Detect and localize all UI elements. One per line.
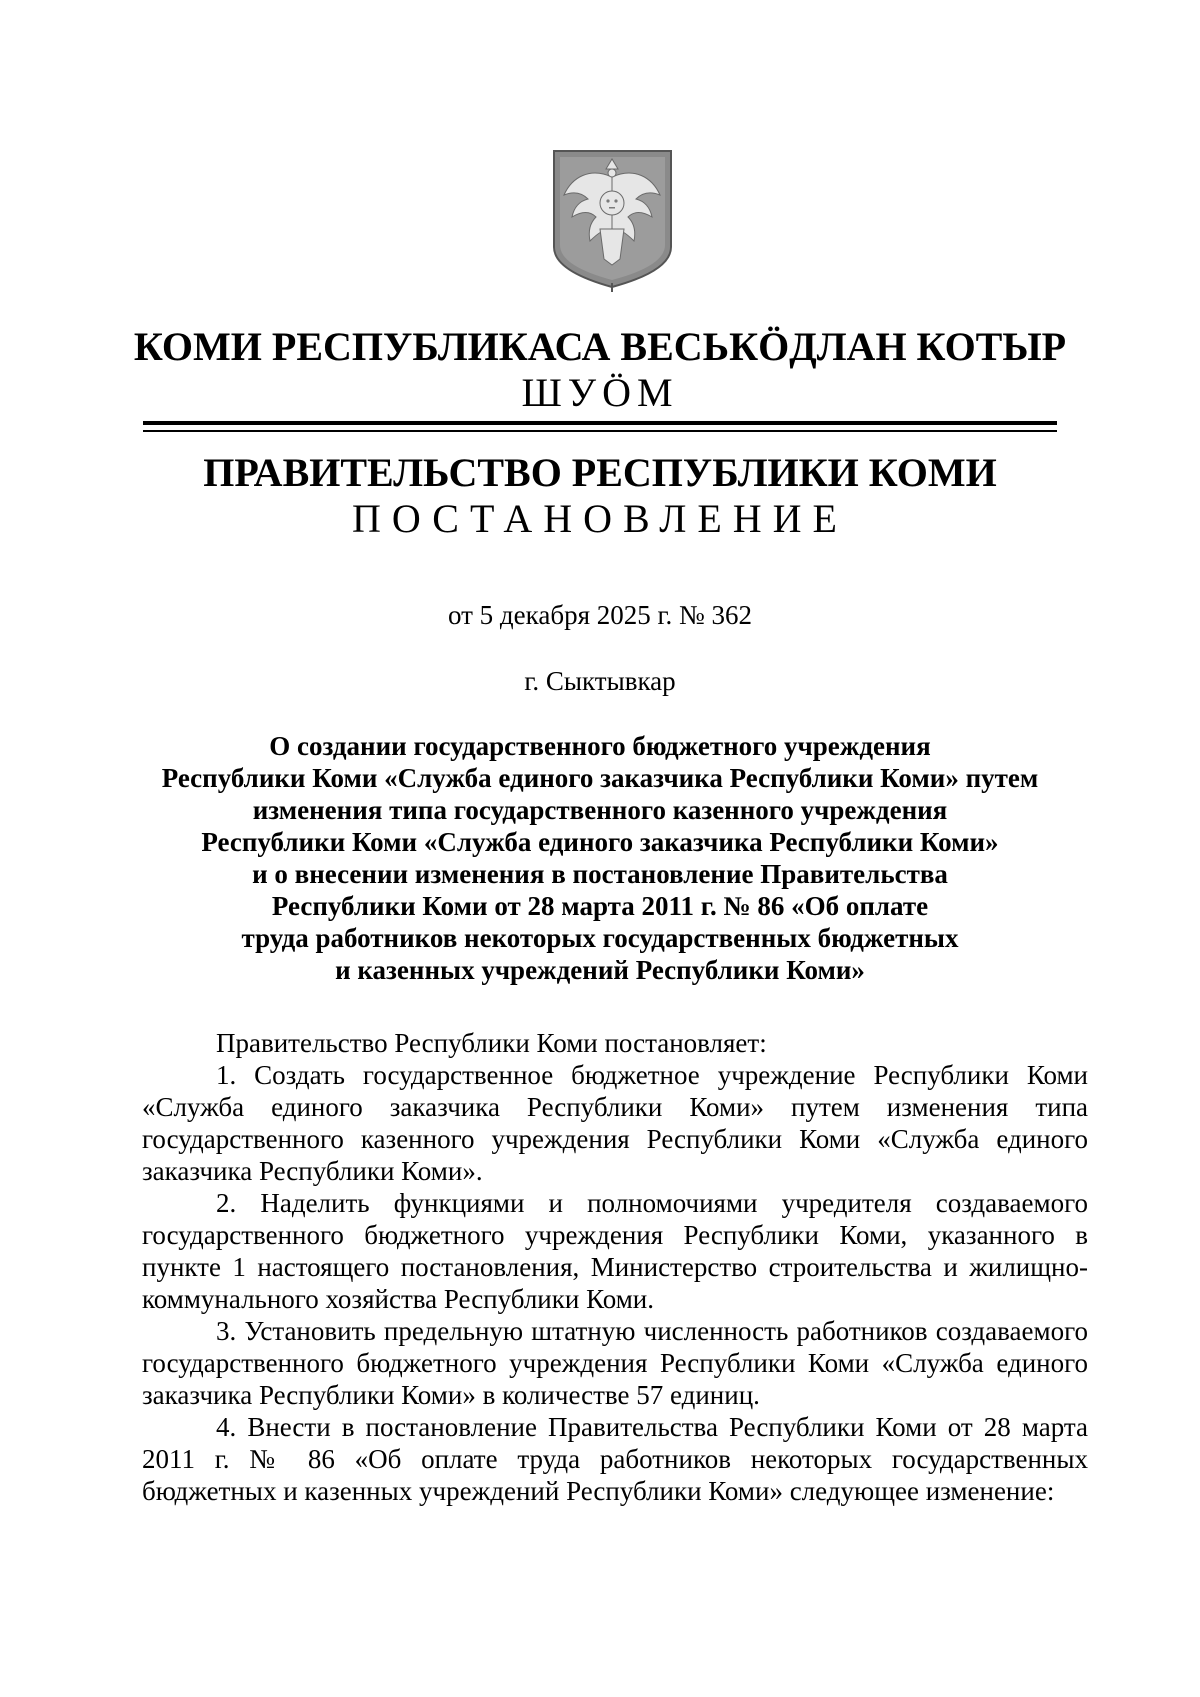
- coat-of-arms-icon: [550, 147, 675, 293]
- body-paragraph-1: 1. Создать государственное бюджетное учреждение Республики Коми «Служба единого заказчика Республики Коми» путем изменения типа государственного казенного учреждения Республики Коми «Служба единого заказчика Республики Коми».: [142, 1060, 1088, 1186]
- title-line: Республики Коми «Служба единого заказчика Республики Коми»: [201, 827, 999, 857]
- body-paragraph-3: 3. Установить предельную штатную численность работников создаваемого государственного бюджетного учреждения Республики Коми «Служба единого заказчика Республики Коми» в количестве 57 единиц.: [142, 1316, 1088, 1410]
- body-paragraph-4: 4. Внести в постановление Правительства Республики Коми от 28 марта 2011 г. № 86 «Об оплате труда работников некоторых государственных бюджетных и казенных учреждений Республики Коми» следующее изменение:: [142, 1412, 1088, 1506]
- title-line: Республики Коми от 28 марта 2011 г. № 86 «Об оплате: [271, 891, 929, 921]
- title-line: О создании государственного бюджетного учреждения: [269, 731, 931, 761]
- header-divider-thick: [143, 421, 1057, 425]
- title-line: изменения типа государственного казенного учреждения: [252, 795, 948, 825]
- komi-government-title: КОМИ РЕСПУБЛИКАСА ВЕСЬКӦДЛАН КОТЫР: [133, 324, 1067, 369]
- body-paragraph-2: 2. Наделить функциями и полномочиями учредителя создаваемого государственного бюджетного учреждения Республики Коми, указанного в пункте 1 настоящего постановления, Министерство строительства и жилищно-коммунального хозяйства Республики Коми.: [142, 1188, 1088, 1314]
- komi-doc-type: ШУӦМ: [521, 370, 679, 415]
- date-and-number: от 5 декабря 2025 г. № 362: [447, 600, 753, 630]
- title-line: и о внесении изменения в постановление Правительства: [252, 859, 948, 889]
- document-body: [142, 1027, 1088, 1507]
- body-intro: Правительство Республики Коми постановляет:: [216, 1028, 767, 1058]
- government-title: ПРАВИТЕЛЬСТВО РЕСПУБЛИКИ КОМИ: [203, 450, 997, 495]
- document-title: [140, 730, 1060, 986]
- city: г. Сыктывкар: [524, 666, 676, 696]
- doc-type: ПОСТАНОВЛЕНИЕ: [352, 496, 848, 541]
- title-line: Республики Коми «Служба единого заказчика Республики Коми» путем: [161, 763, 1039, 793]
- header-divider-thin: [143, 430, 1057, 432]
- title-line: и казенных учреждений Республики Коми»: [335, 955, 865, 985]
- title-line: труда работников некоторых государственных бюджетных: [241, 923, 959, 953]
